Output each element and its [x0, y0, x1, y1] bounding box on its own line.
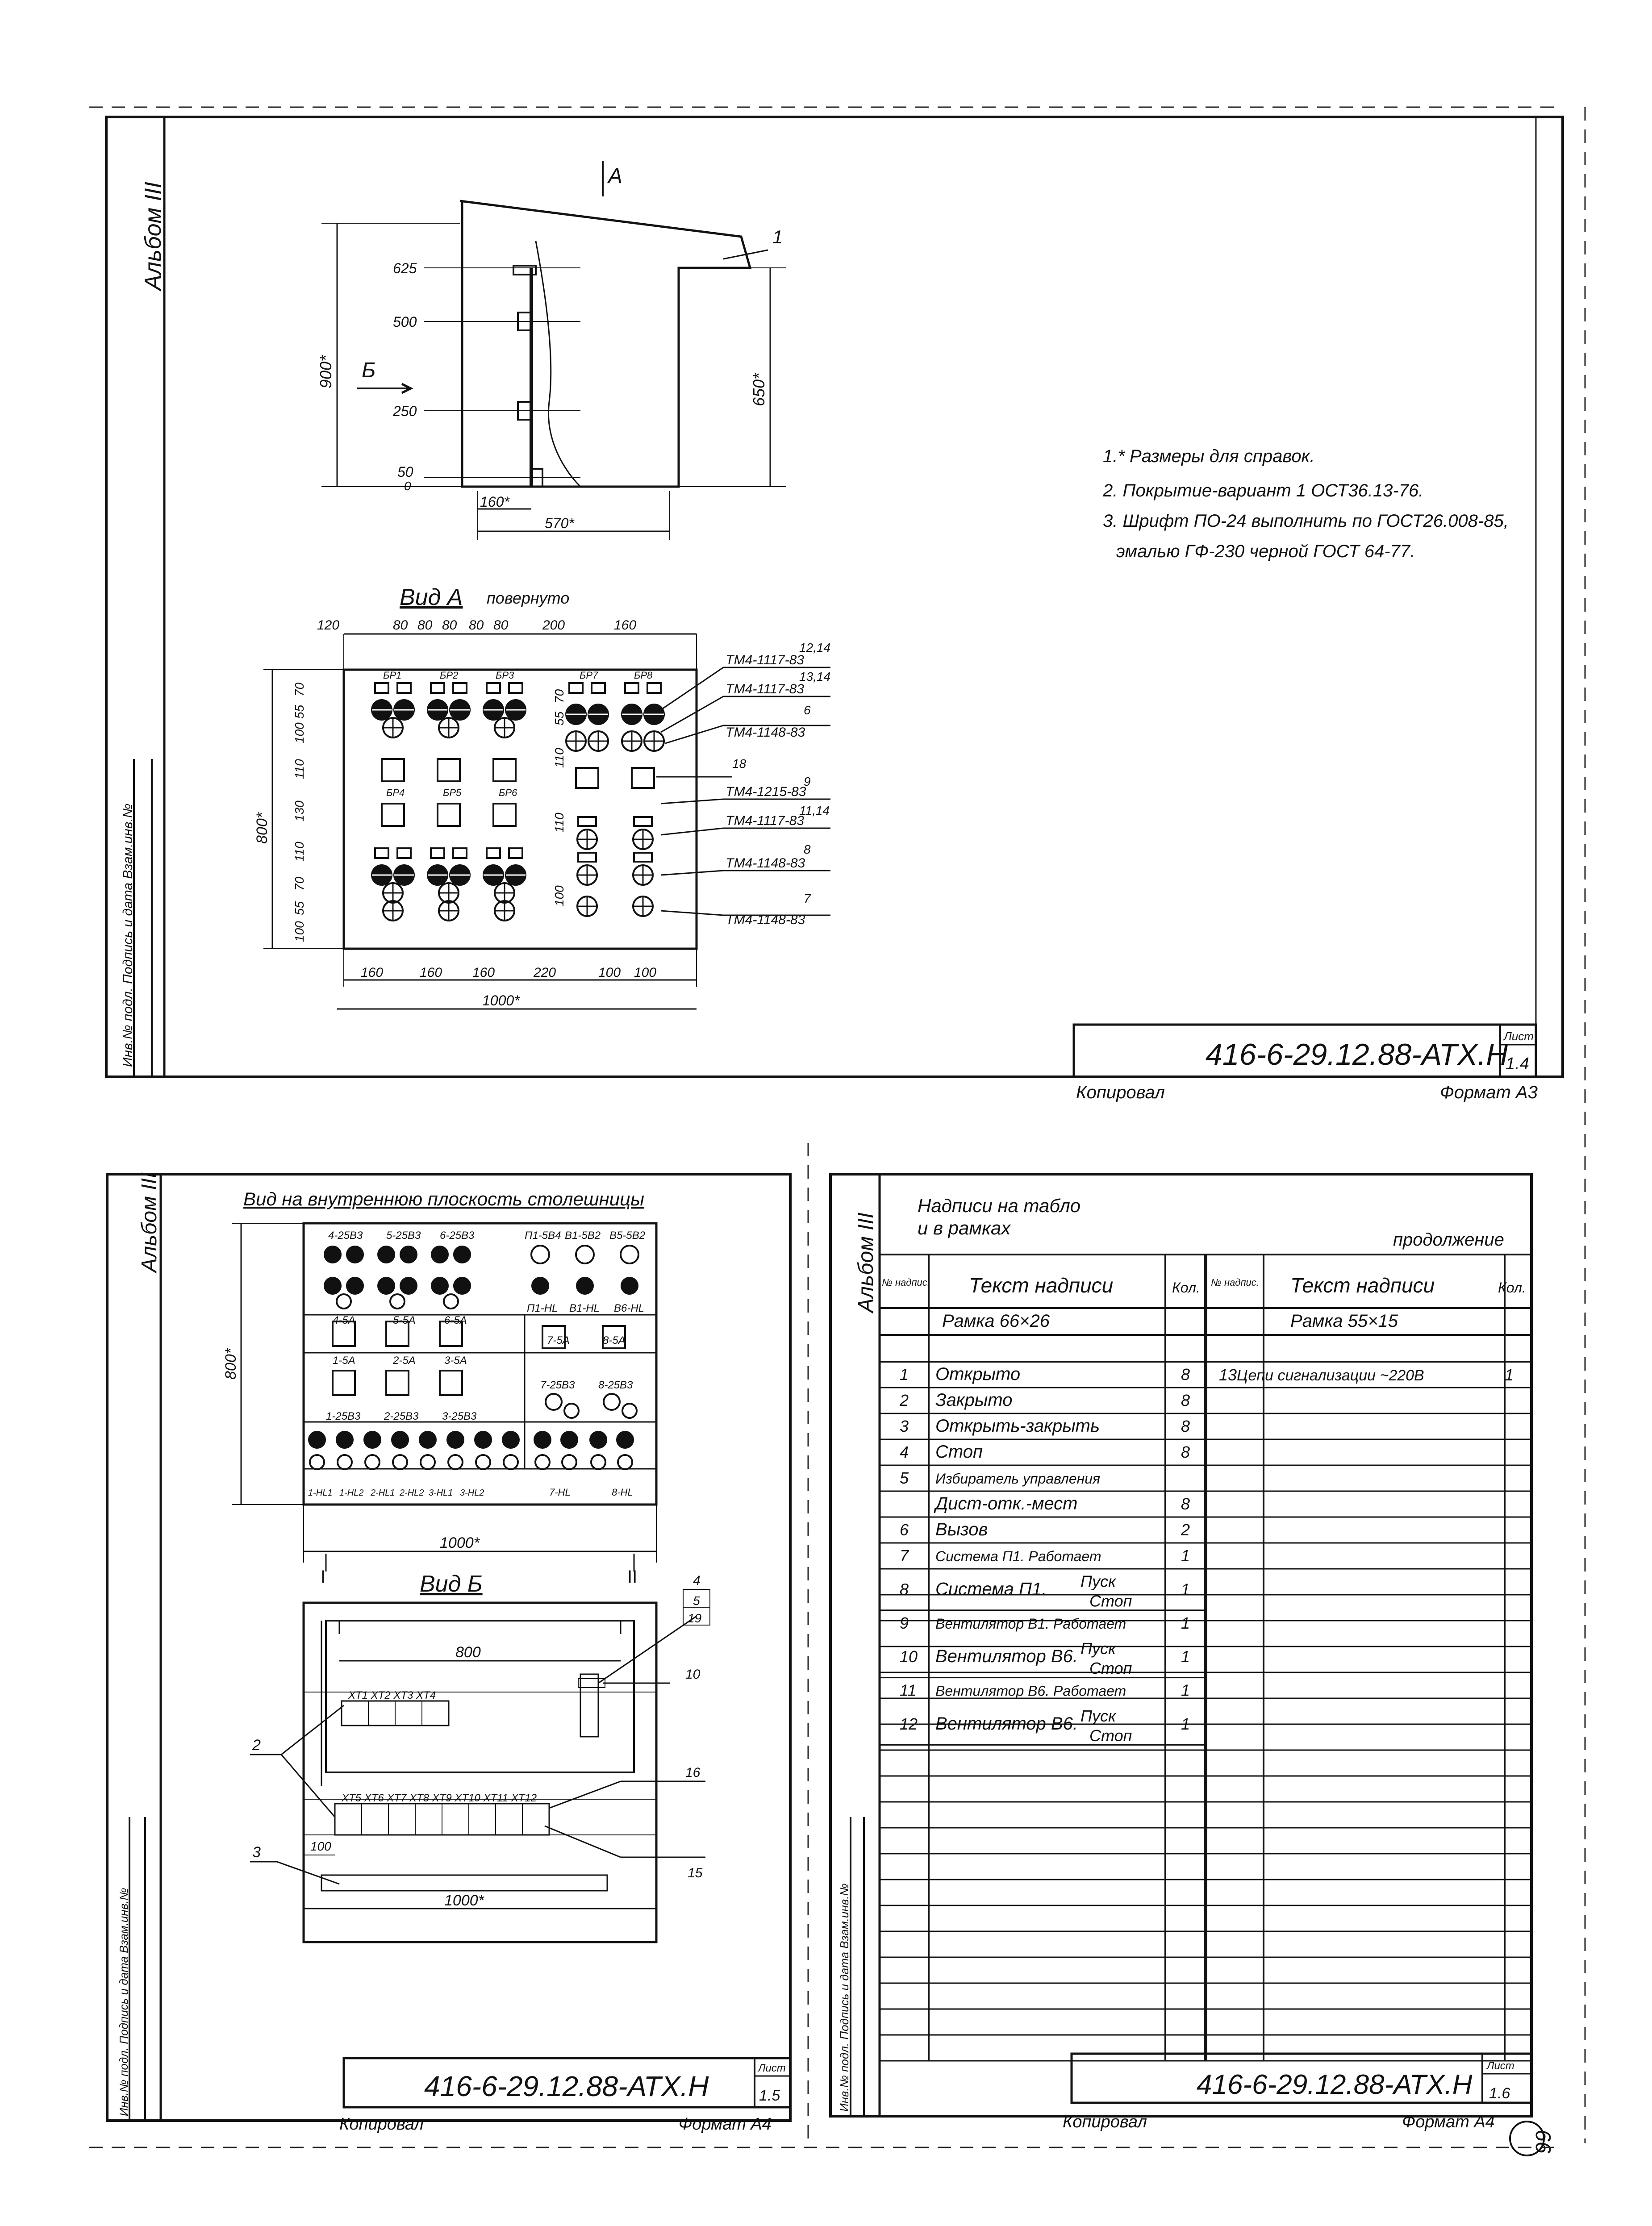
lamp-mark [448, 1455, 463, 1469]
top-dim: 80 [442, 618, 457, 633]
bottom-dim: 100 [598, 965, 621, 980]
label-frame [375, 848, 388, 858]
right-title-code: 416-6-29.12.88-АТХ.Н [1197, 2069, 1473, 2100]
label-frame [397, 683, 411, 693]
row-number: 3 [900, 1417, 909, 1435]
button-mark [447, 1432, 463, 1448]
row-qty: 1 [1181, 1681, 1190, 1700]
row-qty: 8 [1181, 1391, 1190, 1409]
label-frame [487, 848, 500, 858]
selector-switch [386, 1371, 409, 1395]
row-qty: 1 [1181, 1580, 1190, 1599]
row-text-option: Стоп [1089, 1659, 1132, 1678]
button-mark [503, 1432, 519, 1448]
device-label: БР1 [383, 670, 402, 681]
callout-num: 13,14 [799, 670, 831, 684]
view-b-dim-100: 100 [310, 1839, 331, 1853]
callout-code: ТМ4-1117-83 [726, 682, 804, 696]
button-mark [337, 1432, 353, 1448]
row-text: Вентилятор В6. [935, 1647, 1078, 1667]
lamp-mark [564, 1404, 579, 1418]
label-frame [625, 683, 638, 693]
label-frame [375, 683, 388, 693]
button-mark [432, 1246, 448, 1263]
device-label: БР5 [443, 787, 462, 798]
tabletop-label: 1-25B3 [326, 1410, 361, 1422]
view-a-top-dims [317, 618, 636, 633]
left-sheet-num: 1.5 [759, 2087, 780, 2104]
lamp-mark [393, 1455, 407, 1469]
col-qty-left: Кол. [1172, 1280, 1200, 1296]
tabletop-label: 4-25B3 [328, 1230, 363, 1242]
device-label: БР7 [580, 670, 598, 681]
selector-switch [493, 759, 516, 781]
view-b-dim-1000: 1000* [444, 1892, 484, 1909]
selector-switch [438, 804, 460, 826]
row-number: 10 [900, 1647, 918, 1666]
left-dim: 110 [292, 759, 306, 779]
selector-switch [382, 804, 404, 826]
device-label: БР6 [499, 787, 517, 798]
left-album-label: Альбом III [138, 1172, 161, 1272]
right-sheet [830, 1174, 1531, 2116]
device-label: БР2 [440, 670, 459, 681]
top-dim: 80 [469, 618, 484, 633]
tabletop-label: 4-5A [333, 1314, 355, 1326]
view-a-subtitle: повернуто [487, 589, 570, 607]
callout-code: ТМ4-1148-83 [726, 725, 805, 740]
left-dim: 100 [292, 722, 306, 743]
table-heading-2: и в рамках [918, 1217, 1011, 1238]
selector-switch [493, 804, 516, 826]
button-mark [400, 1278, 417, 1294]
col-num-right: № надпис. [1211, 1277, 1259, 1288]
row-qty: 8 [1181, 1495, 1190, 1513]
right-copied: Копировал [1063, 2113, 1147, 2131]
view-a-title: Вид А [400, 584, 463, 610]
tabletop-label: 7-25B3 [540, 1379, 575, 1391]
button-mark [347, 1278, 363, 1294]
left-side-stamp: Инв.№ подл. Подпись и дата Взам.инв.№ [117, 1888, 130, 2116]
tabletop-label: B6-HL [614, 1302, 645, 1314]
notes [1102, 446, 1509, 561]
tabletop-label: 2-5A [393, 1355, 416, 1367]
right-row-text: Цепи сигнализации ~220В [1237, 1367, 1424, 1384]
col-text-left: Текст надписи [969, 1274, 1114, 1297]
button-mark [325, 1278, 341, 1294]
tabletop-label: 8-HL [612, 1487, 633, 1498]
view-b-callout-10: 10 [685, 1667, 701, 1682]
row-number: 7 [900, 1547, 909, 1565]
tabletop-label: 3-5A [444, 1355, 467, 1367]
row-qty: 1 [1181, 1715, 1190, 1733]
label-frame [634, 817, 652, 826]
tabletop-label: B1-5B2 [565, 1230, 601, 1242]
view-b-title: Вид Б [420, 1571, 483, 1597]
bottom-dim: 100 [634, 965, 657, 980]
frame-left: Рамка 66×26 [942, 1311, 1050, 1331]
row-qty: 1 [1181, 1613, 1190, 1632]
side-dim-0: 0 [404, 479, 411, 493]
dim-650: 650* [750, 373, 768, 406]
button-mark [378, 1278, 394, 1294]
label-frame [569, 683, 583, 693]
mid-dim: 110 [552, 748, 566, 768]
row-number: 4 [900, 1443, 909, 1461]
label-frame [453, 683, 467, 693]
button-mark [309, 1432, 325, 1448]
row-number: 12 [900, 1715, 918, 1733]
table-continuation: продолжение [1393, 1230, 1504, 1250]
lamp-mark [618, 1455, 632, 1469]
button-mark [325, 1246, 341, 1263]
row-number: 8 [900, 1580, 909, 1599]
row-text-option: Пуск [1080, 1707, 1116, 1725]
view-a-device-labels [383, 670, 653, 798]
tabletop-label: 2-25B3 [384, 1410, 419, 1422]
left-dim: 55 [292, 901, 306, 915]
view-a-panel [263, 634, 697, 1009]
selector-switch [333, 1371, 355, 1395]
terminal-row-1: XT1 XT2 XT3 XT4 [348, 1689, 436, 1701]
row-text: Вентилятор В6. Работает [935, 1683, 1126, 1699]
row-text: Вентилятор В6. [935, 1714, 1078, 1734]
view-a-marker: А [608, 164, 623, 188]
top-sheet-label: Лист [1504, 1030, 1534, 1043]
row-text: Стоп [935, 1442, 983, 1462]
row-text-option: Стоп [1089, 1592, 1132, 1610]
device-label: БР4 [386, 787, 405, 798]
row-number: 2 [900, 1391, 909, 1409]
callout-num: 12,14 [799, 641, 831, 654]
button-mark [378, 1246, 394, 1263]
selector-switch [440, 1371, 462, 1395]
tabletop-height: 800* [222, 1348, 239, 1380]
button-mark [400, 1246, 417, 1263]
row-qty: 1 [1181, 1547, 1190, 1565]
lamp-mark [337, 1294, 351, 1309]
callout-1: 1 [772, 226, 783, 247]
col-text-right: Текст надписи [1290, 1274, 1435, 1297]
lamp-mark [591, 1455, 605, 1469]
lamp-mark [604, 1394, 620, 1410]
label-frame [578, 853, 596, 862]
top-title-code: 416-6-29.12.88-АТХ.Н [1206, 1038, 1508, 1071]
sign-table-rows [899, 1364, 1190, 1745]
button-mark [454, 1278, 470, 1294]
mid-dim: 70 [552, 689, 566, 703]
button-mark [420, 1432, 436, 1448]
row-number: 1 [900, 1365, 909, 1384]
right-side-stamp: Инв.№ подл. Подпись и дата Взам.инв.№ [838, 1883, 851, 2112]
callout-code: ТМ4-1117-83 [726, 653, 804, 667]
callout-num: 11,14 [799, 804, 830, 817]
left-dim: 110 [292, 842, 306, 862]
frame-right: Рамка 55×15 [1290, 1311, 1398, 1331]
label-frame [487, 683, 500, 693]
row-text: Вентилятор В1. Работает [935, 1615, 1126, 1632]
button-mark [454, 1246, 470, 1263]
left-title: Вид на внутреннюю плоскость столешницы [243, 1188, 645, 1209]
button-mark [561, 1432, 577, 1448]
tabletop-label: 7-5A [547, 1334, 570, 1346]
bottom-dim: 220 [534, 965, 556, 980]
button-mark [475, 1432, 491, 1448]
button-mark [590, 1432, 606, 1448]
left-dim: 100 [292, 921, 306, 942]
mid-dim: 110 [552, 813, 566, 833]
top-dim: 120 [317, 618, 340, 633]
lamp-mark [546, 1394, 562, 1410]
row-text: Вызов [935, 1520, 988, 1539]
tabletop-label: 1-HL2 [339, 1488, 364, 1498]
callout-num: 6 [804, 703, 811, 717]
tabletop-label: 2-HL1 [371, 1488, 395, 1498]
view-a-total-width: 1000* [482, 992, 520, 1009]
lamp-mark [476, 1455, 490, 1469]
lamp-mark [310, 1455, 324, 1469]
bottom-dim: 160 [472, 965, 495, 980]
section-mark-right: II [627, 1567, 638, 1587]
left-dim: 70 [292, 876, 306, 891]
row-number: 5 [900, 1469, 909, 1487]
label-frame [647, 683, 661, 693]
mid-dim: 55 [552, 711, 566, 725]
right-album-label: Альбом III [854, 1212, 878, 1313]
label-frame [431, 683, 444, 693]
row-number: 6 [900, 1521, 909, 1539]
top-album-label: Альбом III [140, 182, 166, 290]
section-mark-left: I [321, 1567, 326, 1587]
top-dim: 80 [493, 618, 509, 633]
lamp-mark [444, 1294, 458, 1309]
tabletop-label: B1-HL [569, 1302, 600, 1314]
bottom-dim: 160 [361, 965, 384, 980]
lamp-mark [622, 1404, 637, 1418]
label-frame [578, 817, 596, 826]
view-b-callout-2: 2 [252, 1737, 261, 1754]
top-side-view [321, 161, 786, 540]
left-copied: Копировал [339, 2115, 424, 2134]
button-mark [347, 1246, 363, 1263]
tabletop-label: 2-HL2 [400, 1488, 424, 1498]
row-qty: 2 [1181, 1521, 1190, 1539]
left-title-code: 416-6-29.12.88-АТХ.Н [424, 2070, 709, 2102]
label-frame [509, 683, 522, 693]
lamp-mark [390, 1294, 405, 1309]
left-dim: 55 [292, 704, 306, 719]
callout-num: 18 [732, 757, 747, 771]
view-b-callout-5: 5 [693, 1594, 700, 1608]
callout-code: ТМ4-1148-83 [726, 856, 805, 871]
tabletop-panel [232, 1223, 656, 1572]
button-mark [392, 1432, 408, 1448]
bottom-dim: 160 [420, 965, 442, 980]
label-frame [509, 848, 522, 858]
dim-900: 900* [317, 355, 335, 388]
top-sheet-num: 1.4 [1506, 1055, 1529, 1073]
selector-switch [576, 768, 598, 788]
view-b-marker: Б [362, 358, 376, 382]
note-1: 1.* Размеры для справок. [1103, 446, 1315, 466]
label-frame [453, 848, 467, 858]
lamp-mark [621, 1246, 638, 1263]
row-text: Система П1. Работает [935, 1548, 1101, 1564]
dim-570: 570* [545, 515, 574, 531]
lamp-mark [338, 1455, 352, 1469]
row-text-option: Пуск [1080, 1639, 1116, 1658]
selector-switch [632, 768, 654, 788]
button-mark [622, 1278, 638, 1294]
view-a-callouts [726, 641, 830, 927]
tabletop-width: 1000* [440, 1534, 480, 1551]
top-sheet [106, 117, 1563, 1077]
lamp-mark [562, 1455, 576, 1469]
callout-num: 9 [804, 775, 811, 788]
row-number: 9 [900, 1613, 909, 1632]
dim-160: 160* [480, 494, 509, 510]
view-b-callout-15: 15 [688, 1866, 703, 1880]
view-b-callout-19: 19 [688, 1611, 702, 1625]
view-b-callout-3: 3 [252, 1844, 261, 1861]
row-text-option: Пуск [1080, 1572, 1116, 1591]
side-dim-250: 250 [393, 403, 417, 419]
device-label: БР8 [634, 670, 653, 681]
tabletop-label: 6-25B3 [440, 1230, 475, 1242]
tabletop-label: 6-5A [444, 1314, 467, 1326]
callout-code: ТМ4-1215-83 [726, 784, 806, 799]
top-dim: 80 [393, 618, 408, 633]
page-stamp [1510, 2122, 1555, 2155]
lamp-mark [365, 1455, 380, 1469]
tabletop-label: B5-5B2 [609, 1230, 646, 1242]
lamp-mark [504, 1455, 518, 1469]
tabletop-label: 3-HL2 [460, 1488, 484, 1498]
row-text: Система П1. [935, 1579, 1047, 1599]
note-3-cont: эмалью ГФ-230 черной ГОСТ 64-77. [1116, 542, 1415, 561]
right-row-qty: 1 [1505, 1366, 1514, 1384]
top-side-stamp: Инв.№ подл. Подпись и дата Взам.инв.№ [121, 803, 135, 1067]
view-b-dim-800: 800 [455, 1644, 481, 1661]
left-sheet-label: Лист [758, 2062, 786, 2074]
button-mark [617, 1432, 633, 1448]
row-qty: 8 [1181, 1443, 1190, 1461]
lamp-mark [576, 1246, 594, 1263]
col-num-left: № надпис. [882, 1277, 930, 1288]
note-2: 2. Покрытие-вариант 1 ОСТ36.13-76. [1103, 481, 1424, 500]
tabletop-label: П1-HL [527, 1302, 558, 1314]
row-text: Открыть-закрыть [935, 1416, 1100, 1436]
side-dim-50: 50 [397, 464, 413, 480]
lamp-mark [535, 1455, 550, 1469]
page-stamp-number: 66 [1531, 2130, 1555, 2154]
row-text: Закрыто [935, 1390, 1013, 1410]
label-frame [431, 848, 444, 858]
terminal-row-2: XT5 XT6 XT7 XT8 XT9 XT10 XT11 XT12 [342, 1792, 537, 1804]
view-b-drawing [250, 1589, 710, 1942]
left-dim: 130 [292, 800, 306, 821]
label-frame [592, 683, 605, 693]
row-qty: 8 [1181, 1365, 1190, 1384]
left-dim: 70 [292, 682, 306, 696]
row-qty: 8 [1181, 1417, 1190, 1435]
callout-num: 8 [804, 842, 811, 856]
mid-dim: 100 [552, 885, 566, 906]
top-dim: 200 [542, 618, 565, 633]
note-3: 3. Шрифт ПО-24 выполнить по ГОСТ26.008-85, [1103, 511, 1509, 531]
tabletop-label: 8-5A [603, 1334, 626, 1346]
view-a-devices [372, 683, 664, 921]
left-format: Формат А4 [679, 2115, 772, 2134]
view-b-callout-4: 4 [693, 1573, 701, 1588]
button-mark [577, 1278, 593, 1294]
tabletop-label: 7-HL [549, 1487, 571, 1498]
button-mark [532, 1278, 548, 1294]
tabletop-label: 5-5A [393, 1314, 416, 1326]
tabletop-devices [309, 1246, 638, 1469]
row-text: Избиратель управления [935, 1471, 1101, 1487]
row-qty: 1 [1181, 1647, 1190, 1666]
selector-switch [382, 759, 404, 781]
button-mark [364, 1432, 380, 1448]
top-dim: 160 [614, 618, 637, 633]
right-sheet-label: Лист [1487, 2060, 1514, 2072]
view-a-mid-dims [552, 689, 566, 906]
top-copied: Копировал [1076, 1083, 1165, 1102]
tabletop-label: 1-HL1 [308, 1488, 333, 1498]
tabletop-label: 3-HL1 [429, 1488, 453, 1498]
selector-switch [438, 759, 460, 781]
row-text: Открыто [935, 1364, 1021, 1384]
side-dim-625: 625 [393, 260, 417, 276]
right-format: Формат А4 [1402, 2113, 1495, 2131]
table-heading-1: Надписи на табло [918, 1195, 1081, 1216]
top-dim: 80 [417, 618, 433, 633]
tabletop-label: 3-25B3 [442, 1410, 477, 1422]
top-format: Формат А3 [1440, 1083, 1538, 1102]
tabletop-label: 5-25B3 [386, 1230, 421, 1242]
side-dim-500: 500 [393, 314, 417, 330]
right-row-num: 13 [1219, 1366, 1237, 1384]
callout-code: ТМ4-1117-83 [726, 813, 804, 828]
lamp-mark [531, 1246, 549, 1263]
view-a-left-dims [292, 682, 306, 942]
lamp-mark [421, 1455, 435, 1469]
label-frame [397, 848, 411, 858]
col-qty-right: Кол. [1498, 1280, 1526, 1296]
view-a-height: 800* [254, 813, 271, 844]
label-frame [634, 853, 652, 862]
tabletop-label: 1-5A [333, 1355, 355, 1367]
callout-num: 7 [804, 892, 811, 905]
device-label: БР3 [496, 670, 514, 681]
row-text: Дист-отк.-мест [935, 1494, 1078, 1513]
callout-code: ТМ4-1148-83 [726, 913, 805, 927]
right-sheet-num: 1.6 [1489, 2085, 1510, 2102]
view-a-bottom-dims [361, 965, 656, 980]
view-b-callout-16: 16 [685, 1765, 701, 1780]
tabletop-label: П1-5B4 [525, 1230, 561, 1242]
row-text-option: Стоп [1089, 1726, 1132, 1745]
row-number: 11 [900, 1681, 917, 1700]
button-mark [534, 1432, 551, 1448]
right-table-rows [1219, 1366, 1514, 1384]
button-mark [432, 1278, 448, 1294]
tabletop-label: 8-25B3 [598, 1379, 633, 1391]
